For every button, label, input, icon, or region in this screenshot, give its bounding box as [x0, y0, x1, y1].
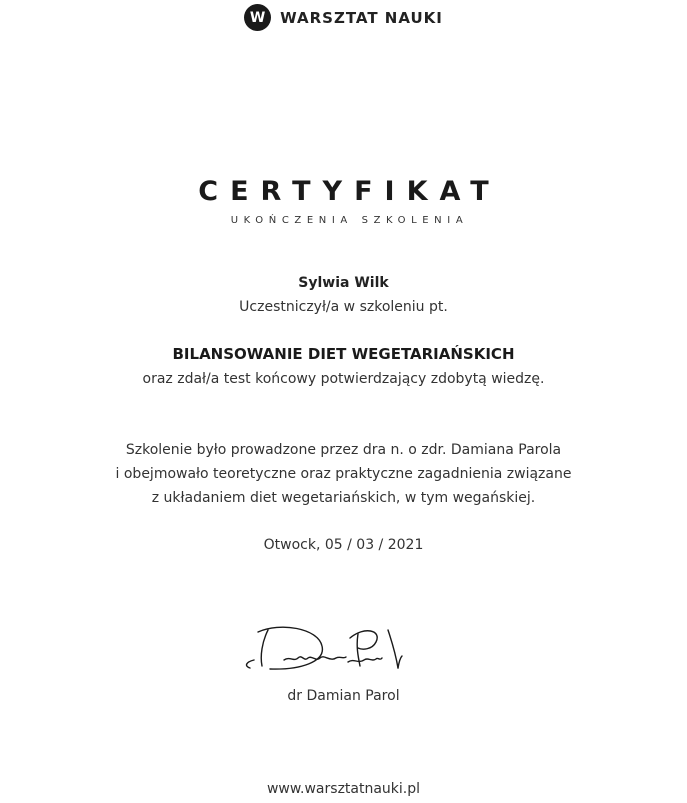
- passed-text: oraz zdał/a test końcowy potwierdzający zdobytą wiedzę.: [142, 371, 545, 387]
- participant-name: Sylwia Wilk: [298, 275, 389, 291]
- logo-text: WARSZTAT NAUKI: [280, 8, 443, 27]
- course-description: [0, 438, 687, 510]
- description-line: z układaniem diet wegetariańskich, w tym wegańskiej.: [151, 490, 536, 506]
- description-line: Szkolenie było prowadzone przez dra n. o zdr. Damiana Parola: [125, 442, 562, 458]
- course-title: BILANSOWANIE DIET WEGETARIAŃSKICH: [172, 345, 515, 363]
- brand-logo: [0, 4, 687, 31]
- certificate-subtitle: UKOŃCZENIA SZKOLENIA: [230, 215, 469, 226]
- website-url: www.warsztatnauki.pl: [266, 781, 421, 797]
- logo-mark-letter: W: [249, 9, 266, 26]
- handwritten-signature: [240, 612, 410, 674]
- participated-text: Uczestniczył/a w szkoleniu pt.: [239, 299, 448, 315]
- certificate-title: CERTYFIKAT: [198, 176, 501, 207]
- signer-name: dr Damian Parol: [287, 688, 400, 704]
- logo-mark-icon: [244, 4, 271, 31]
- description-line: i obejmowało teoretyczne oraz praktyczne zagadnienia związane: [115, 466, 572, 482]
- place-and-date: Otwock, 05 / 03 / 2021: [263, 537, 424, 553]
